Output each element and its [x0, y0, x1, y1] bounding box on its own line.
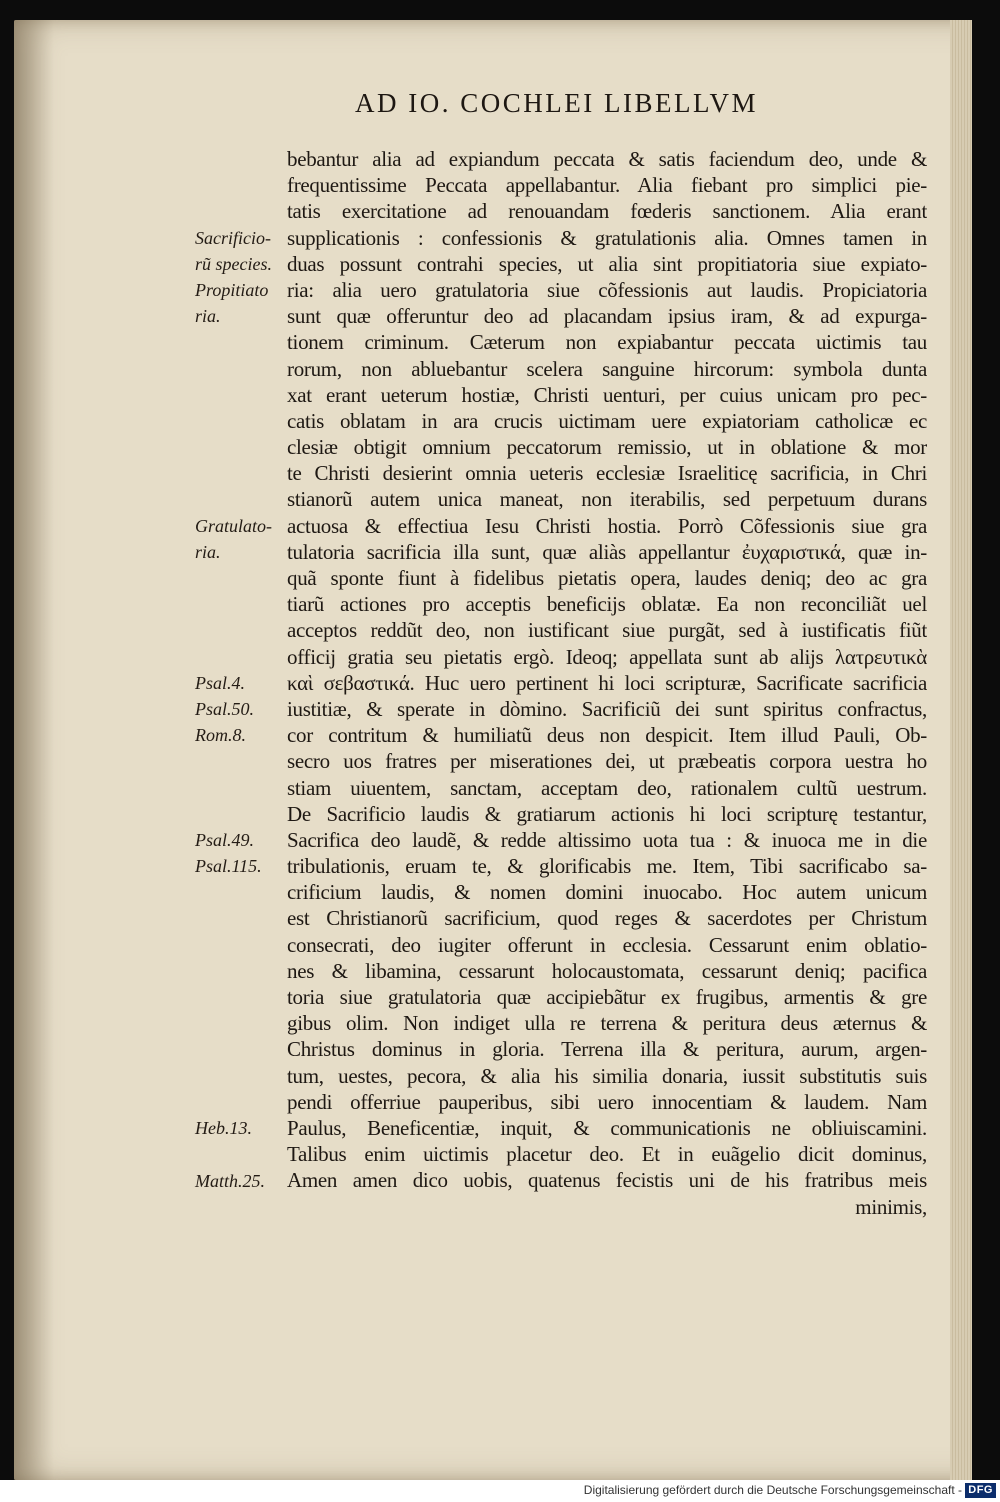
text-line: nes & libamina, cessarunt holocaustomata, cessarunt deniq; pacifica	[287, 958, 927, 983]
text-line: sunt quæ offeruntur deo ad placandam ipsius iram, & ad expurga-	[287, 304, 927, 329]
marginal-note: Rom.8.	[195, 725, 246, 746]
text-line: tum, uestes, pecora, & alia his similia donaria, iussit substitutis suis	[287, 1063, 927, 1088]
text-line: clesiæ obtigit omnium peccatorum remissio, ut in oblatione & mor	[287, 435, 927, 460]
text-line: cor contritum & humiliatũ deus non despicit. Item illud Pauli, Ob-	[287, 723, 927, 748]
text-line: Christus dominus in gloria. Terrena illa & peritura, aurum, argen-	[287, 1037, 927, 1062]
text-line: tionem criminum. Cæterum non expiabantur peccata uictimis tau	[287, 330, 927, 355]
marginal-note: Psal.115.	[195, 856, 262, 877]
text-line: supplicationis : confessionis & gratulationis alia. Omnes tamen in	[287, 225, 927, 250]
text-line: catis oblatam in ara crucis uictimam uere expiatoriam catholicæ ec	[287, 408, 927, 433]
marginal-note: ria.	[195, 542, 221, 562]
text-line: Amen amen dico uobis, quatenus fecistis uni de his fratribus meis	[287, 1168, 927, 1193]
text-line: De Sacrificio laudis & gratiarum actionis hi loci scripturę testantur,	[287, 801, 927, 826]
marginal-note: Matth.25.	[195, 1170, 265, 1191]
gutter-shadow	[14, 20, 54, 1480]
text-line: iustitiæ, & sperate in dòmino. Sacrificiũ dei sunt spiritus confractus,	[287, 696, 927, 721]
text-line: καὶ σεβαστικά. Huc uero pertinent hi loci scripturæ, Sacrificate sacrificia	[287, 670, 927, 695]
text-line: Paulus, Beneficentiæ, inquit, & communicationis ne obliuiscamini.	[287, 1115, 927, 1140]
text-line: crificium laudis, & nomen domini inuocabo. Hoc autem unicum	[287, 880, 927, 905]
text-line: xat erant ueterum hostiæ, Christi uenturi, per cuius unicam pro pec-	[287, 382, 927, 407]
marginal-note: Psal.4.	[195, 673, 246, 693]
text-line: tulatoria sacrificia illa sunt, quæ aliàs appellantur ἐυχαριστικά, quæ in-	[287, 539, 927, 564]
text-line: secro uos fratres per miserationes dei, ut præbeatis corpora uestra ho	[287, 749, 927, 774]
text-line: actuosa & effectiua Iesu Christi hostia. Porrò Cõfessionis siue gra	[287, 513, 927, 538]
running-head: AD IO. COCHLEI LIBELLVM	[355, 88, 758, 118]
page-fore-edge	[950, 20, 972, 1480]
marginal-note: Sacrificio-	[195, 227, 271, 248]
text-line: pendi offerriue pauperibus, sibi uero innocentiam & laudem. Nam	[287, 1089, 927, 1114]
text-line: acceptos reddũt deo, non iustificant siue purgãt, sed à iustificatis fiũt	[287, 618, 927, 643]
marginal-note: Propitiato	[195, 280, 269, 300]
text-line: ria: alia uero gratulatoria siue cõfessionis aut laudis. Propiciatoria	[287, 277, 927, 302]
text-line: minimis,	[855, 1194, 927, 1219]
text-line: consecrati, deo iugiter offerunt in ecclesia. Cessarunt enim oblatio-	[287, 932, 927, 957]
text-line: Talibus enim uictimis placetur deo. Et in euãgelio dicit dominus,	[287, 1142, 927, 1167]
body-text	[287, 146, 927, 1220]
text-line: gibus olim. Non indiget ulla re terrena & peritura deus æternus &	[287, 1011, 927, 1036]
marginal-note: Psal.49.	[195, 830, 255, 851]
text-line: frequentissime Peccata appellabantur. Alia fiebant pro simplici pie-	[287, 173, 927, 198]
text-line: rorum, non abluebantur scelera sanguine hircorum: symbola dunta	[287, 356, 927, 381]
text-line: quã sponte fiunt à fidelibus pietatis opera, laudes deniq; deo ac gra	[287, 566, 927, 590]
footer-bar	[0, 1480, 1000, 1502]
text-line: stiam uiuentem, sanctam, acceptam deo, rationalem cultũ uestrum.	[287, 775, 927, 800]
text-line: bebantur alia ad expiandum peccata & satis faciendum deo, unde &	[287, 147, 927, 171]
text-line: officij gratia seu pietatis ergò. Ideoq; appellata sunt ab alijs λατρευτικὰ	[287, 644, 927, 669]
text-line: est Christianorũ sacrificium, quod reges & sacerdotes per Christum	[287, 906, 927, 931]
text-line: toria siue gratulatoria quæ accipiebãtur ex frugibus, armentis & gre	[287, 985, 927, 1009]
text-line: tribulationis, eruam te, & glorificabis me. Item, Tibi sacrificabo sa-	[287, 854, 927, 879]
text-line: tiarũ actiones pro acceptis beneficijs oblatæ. Ea non reconciliãt uel	[287, 592, 927, 617]
text-line: tatis exercitatione ad renouandam fœderis sanctionem. Alia erant	[287, 199, 927, 224]
dfg-logo: DFG	[965, 1483, 996, 1498]
funding-notice: Digitalisierung gefördert durch die Deutsche Forschungsgemeinschaft -	[583, 1483, 962, 1497]
marginal-note: ria.	[195, 306, 221, 327]
marginal-note: Heb.13.	[195, 1118, 252, 1139]
marginal-note: Psal.50.	[195, 699, 255, 720]
text-line: duas possunt contrahi species, ut alia sint propitiatoria siue expiato-	[287, 251, 927, 276]
text-line: Sacrifica deo laudẽ, & redde altissimo uota tua : & inuoca me in die	[287, 827, 927, 852]
text-line: te Christi desierint omnia ueteris ecclesiæ Israeliticę sacrificia, in Chri	[287, 461, 927, 486]
marginal-note: rũ species.	[195, 253, 272, 274]
marginal-note: Gratulato-	[195, 515, 273, 536]
text-line: stianorũ autem unica maneat, non iterabilis, sed perpetuum durans	[287, 487, 927, 512]
